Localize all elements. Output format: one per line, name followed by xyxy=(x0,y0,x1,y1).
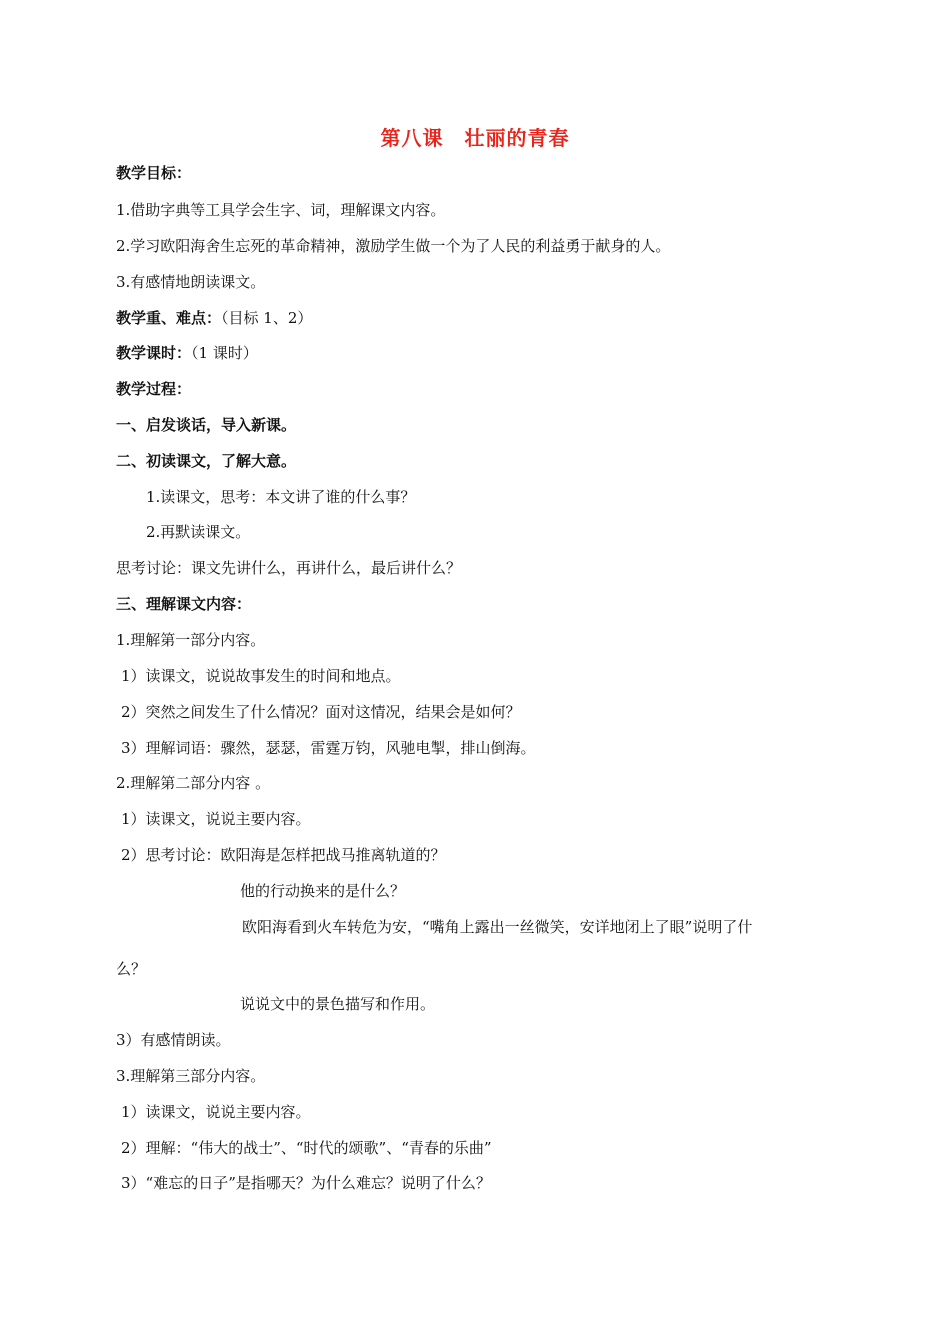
hours-line xyxy=(116,343,258,363)
discussion-line: 思考讨论：课文先讲什么，再讲什么，最后讲什么？ xyxy=(116,559,462,577)
hours-label: 教学课时： xyxy=(116,344,192,362)
objective-item: 2.学习欧阳海舍生忘死的革命精神，激励学生做一个为了人民的利益勇于献身的人。 xyxy=(116,237,671,255)
objective-item: 1.借助字典等工具学会生字、词，理解课文内容。 xyxy=(116,201,446,219)
key-points-line xyxy=(116,308,312,328)
objectives-heading: 教学目标： xyxy=(116,164,192,182)
list-item: 2.再默读课文。 xyxy=(146,523,251,541)
list-item: 3）理解词语：骤然，瑟瑟，雷霆万钧，风驰电掣，排山倒海。 xyxy=(121,739,536,757)
sub-item: 欧阳海看到火车转危为安，“嘴角上露出一丝微笑，安详地闭上了眼”说明了什 xyxy=(242,918,753,936)
section-heading: 二、初读课文，了解大意。 xyxy=(116,452,297,470)
list-item: 3）“难忘的日子”是指哪天？为什么难忘？说明了什么？ xyxy=(121,1174,491,1192)
sub-item: 说说文中的景色描写和作用。 xyxy=(240,995,436,1013)
lesson-title: 第八课 壮丽的青春 xyxy=(380,126,570,150)
list-item: 2）突然之间发生了什么情况？面对这情况，结果会是如何？ xyxy=(121,703,521,721)
list-item: 1.读课文，思考：本文讲了谁的什么事？ xyxy=(146,488,416,506)
sub-item-continuation: 么？ xyxy=(116,960,147,978)
hours-value: （1 课时） xyxy=(191,344,258,362)
list-item: 2）理解：“伟大的战士”、“时代的颂歌”、“青春的乐曲” xyxy=(121,1139,492,1157)
section-heading: 三、理解课文内容： xyxy=(116,595,252,613)
objective-item: 3.有感情地朗读课文。 xyxy=(116,273,266,291)
list-item: 1）读课文，说说故事发生的时间和地点。 xyxy=(121,667,401,685)
sub-item: 他的行动换来的是什么？ xyxy=(240,882,406,900)
process-heading: 教学过程： xyxy=(116,380,192,398)
part-heading: 2.理解第二部分内容 。 xyxy=(116,774,271,792)
part-heading: 3.理解第三部分内容。 xyxy=(116,1067,266,1085)
part-heading: 1.理解第一部分内容。 xyxy=(116,631,266,649)
section-heading: 一、启发谈话，导入新课。 xyxy=(116,416,297,434)
list-item: 3）有感情朗读。 xyxy=(116,1031,231,1049)
key-points-value: （目标 1、2） xyxy=(221,309,313,327)
list-item: 2）思考讨论：欧阳海是怎样把战马推离轨道的？ xyxy=(121,846,446,864)
list-item: 1）读课文，说说主要内容。 xyxy=(121,810,311,828)
list-item: 1）读课文，说说主要内容。 xyxy=(121,1103,311,1121)
key-points-label: 教学重、难点： xyxy=(116,309,222,327)
